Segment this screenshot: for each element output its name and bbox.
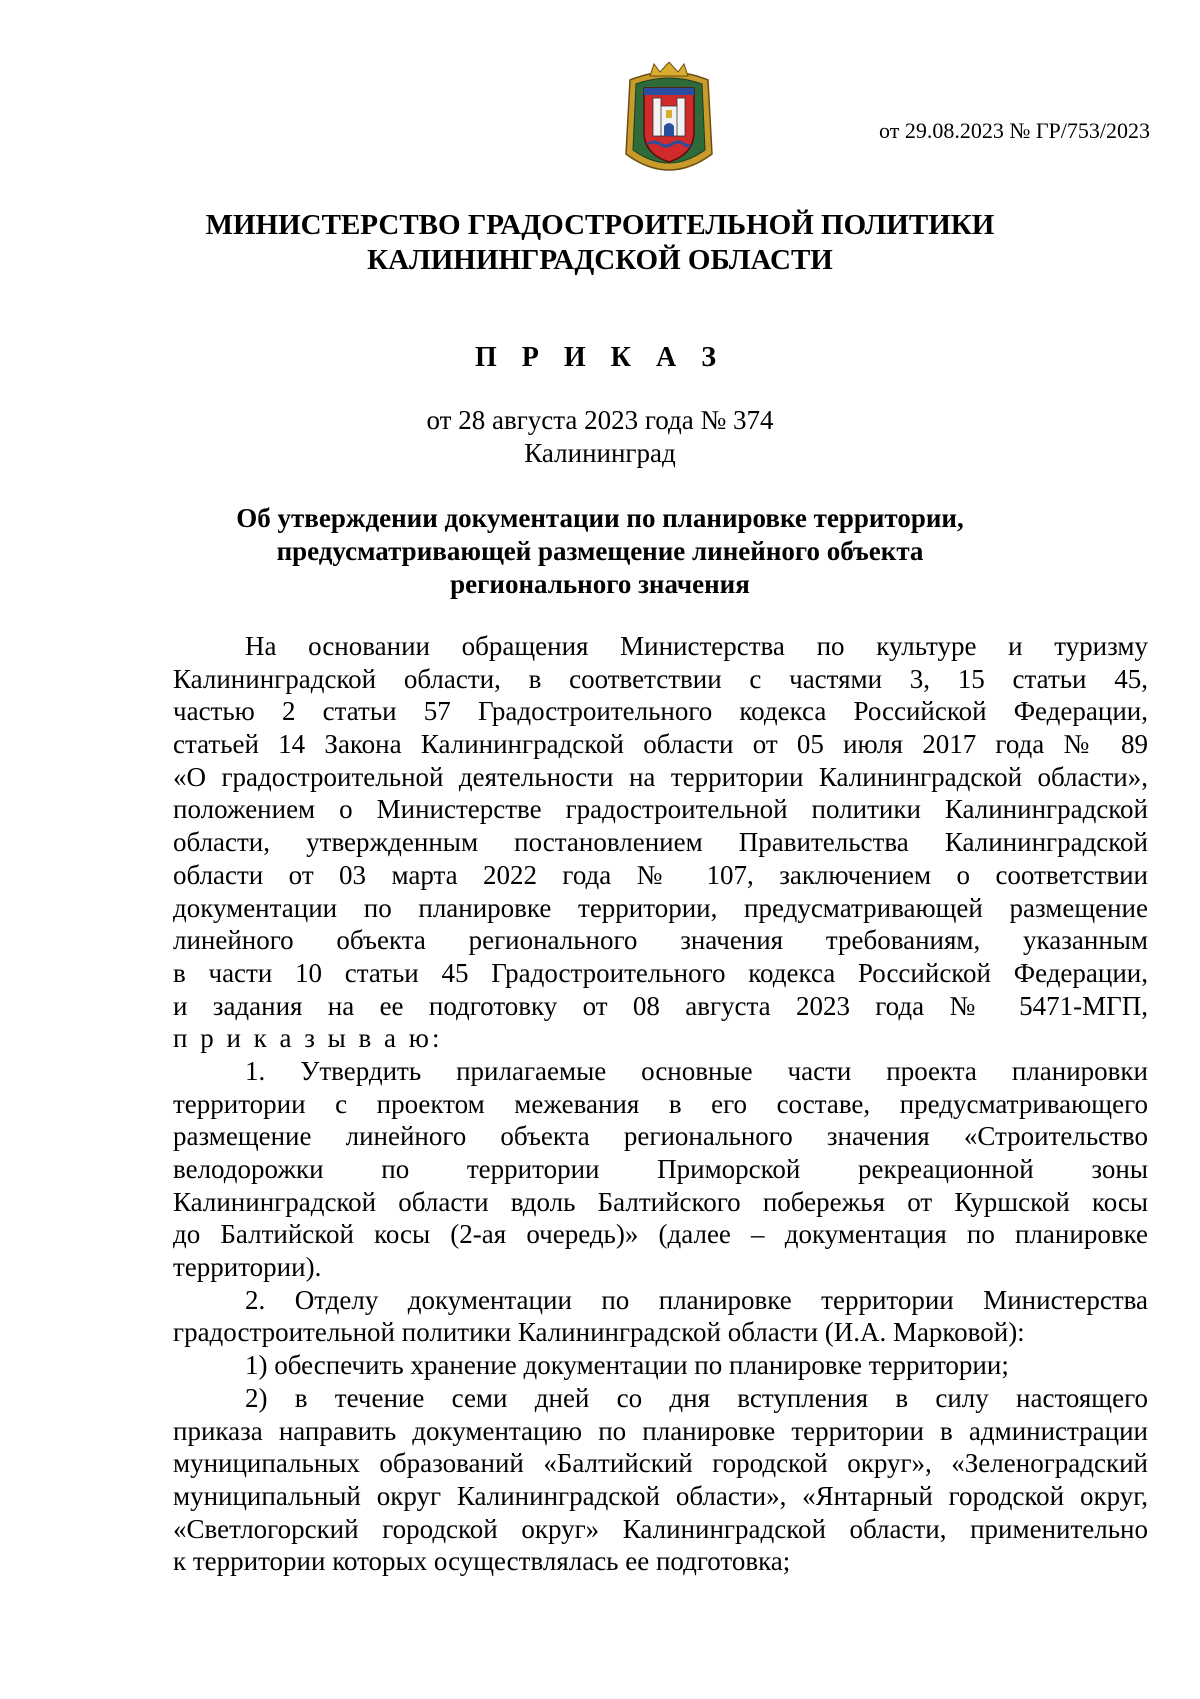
preamble-line: п р и к а з ы в а ю: [173,1023,443,1054]
subject-line: Об утверждении документации по планировке территории, [236,503,964,533]
ministry-title-line: МИНИСТЕРСТВО ГРАДОСТРОИТЕЛЬНОЙ ПОЛИТИКИ [205,209,995,241]
item-1-line: размещение линейного объекта регионального значения «Строительство [173,1121,1148,1152]
item-2-line: 2. Отделу документации по планировке территории Министерства [245,1284,1148,1315]
item-2-1-line: 1) обеспечить хранение документации по планировке территории; [245,1350,1009,1381]
preamble-line: в части 10 статьи 45 Градостроительного кодекса Российской Федерации, [173,957,1148,988]
document-type: П Р И К А З [475,342,725,373]
preamble-line: статьей 14 Закона Калининградской области от 05 июля 2017 года № 89 [173,729,1148,760]
document-body [173,630,1148,1578]
item-1-line: территории). [173,1252,322,1283]
preamble-line: и задания на ее подготовку от 08 августа 2023 года № 5471-МГП, [173,990,1148,1021]
item-2-line: градостроительной политики Калининградской области (И.А. Марковой): [173,1317,1025,1348]
preamble-line: «О градостроительной деятельности на территории Калининградской области», [173,761,1148,792]
item-1-line: Калининградской области вдоль Балтийского побережья от Куршской косы [173,1186,1148,1217]
preamble-line: области от 03 марта 2022 года № 107, заключением о соответствии [173,859,1148,890]
item-1-line: до Балтийской косы (2-ая очередь)» (далее – документация по планировке [173,1219,1148,1250]
preamble-line: документации по планировке территории, предусматривающей размещение [173,892,1148,923]
preamble-line: области, утвержденным постановлением Правительства Калининградской [173,827,1148,858]
item-1-line: территории с проектом межевания в его составе, предусматривающего [173,1088,1148,1119]
preamble-line: частью 2 статьи 57 Градостроительного кодекса Российской Федерации, [173,696,1148,727]
order-date-number: от 28 августа 2023 года № 374 [426,405,774,435]
subject-line: регионального значения [450,569,750,599]
order-place: Калининград [524,438,676,468]
preamble-line: линейного объекта регионального значения требованиям, указанным [173,925,1148,956]
ministry-title-line: КАЛИНИНГРАДСКОЙ ОБЛАСТИ [367,244,833,276]
coat-of-arms-icon [622,62,716,182]
order-subject [0,502,1200,601]
preamble-line: положением о Министерстве градостроительной политики Калининградской [173,794,1148,825]
item-2-2-line: муниципальных образований «Балтийский городской округ», «Зеленоградский [173,1448,1148,1479]
item-2-2-line: муниципальный округ Калининградской области», «Янтарный городской округ, [173,1480,1148,1511]
item-1-line: 1. Утвердить прилагаемые основные части проекта планировки [245,1055,1148,1086]
order-meta [0,404,1200,470]
registration-number: от 29.08.2023 № ГР/753/2023 [879,118,1150,143]
item-2-2-line: приказа направить документацию по планировке территории в администрации [173,1415,1148,1446]
item-2-2-line: 2) в течение семи дней со дня вступления в силу настоящего [245,1382,1148,1413]
preamble-line: На основании обращения Министерства по культуре и туризму [245,631,1148,661]
subject-line: предусматривающей размещение линейного объекта [276,536,924,566]
item-1-line: велодорожки по территории Приморской рекреационной зоны [173,1154,1148,1184]
preamble-line: Калининградской области, в соответствии с частями 3, 15 статьи 45, [173,663,1148,694]
item-2-2-line: «Светлогорский городской округ» Калининградской области, применительно [173,1513,1148,1544]
ministry-title [0,208,1200,278]
item-2-2-line: к территории которых осуществлялась ее подготовка; [173,1546,791,1577]
